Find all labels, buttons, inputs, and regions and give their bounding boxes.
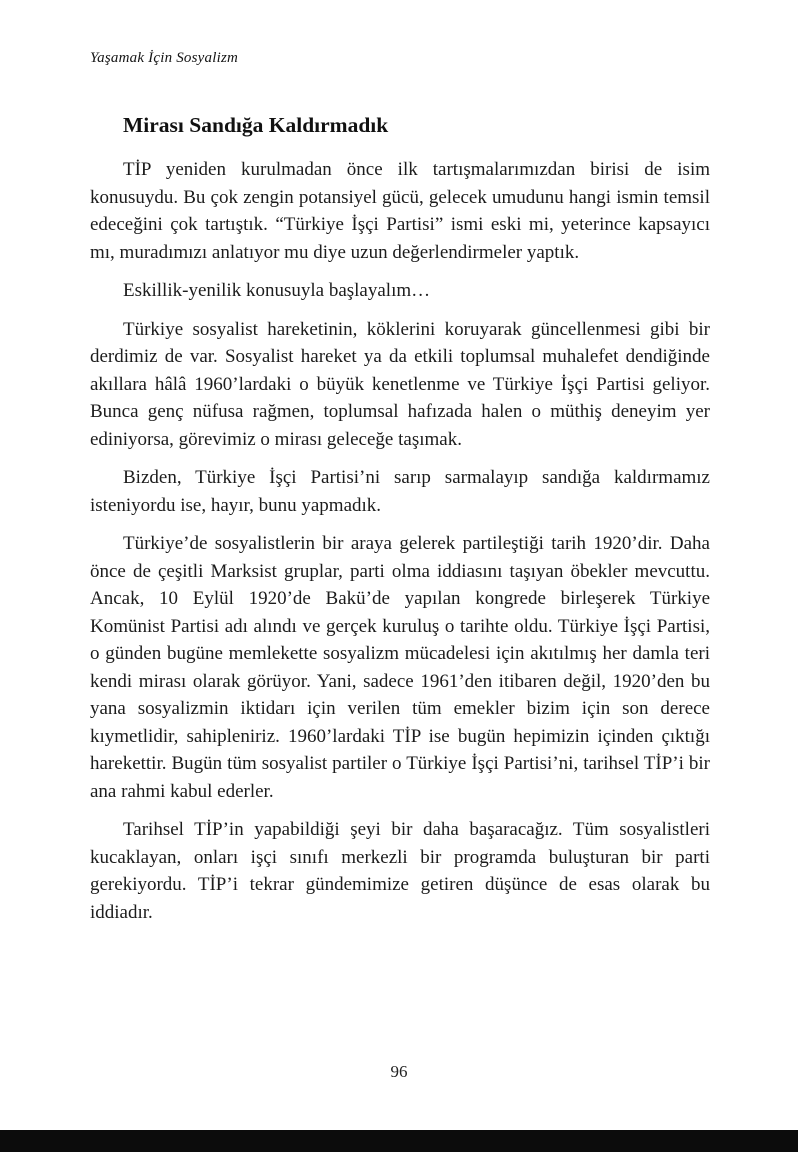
paragraph: Bizden, Türkiye İşçi Partisi’ni sarıp sarmalayıp sandığa kaldırmamız isteniyordu ise, hayır, bunu yapmadık.: [90, 467, 710, 516]
paragraph: Eskillik-yenilik konusuyla başlayalım…: [123, 280, 431, 301]
body-text: [90, 156, 710, 926]
scan-bottom-edge: [0, 1130, 798, 1152]
section-heading: Mirası Sandığa Kaldırmadık: [123, 113, 389, 137]
page-number: 96: [390, 1062, 408, 1081]
paragraph: TİP yeniden kurulmadan önce ilk tartışmalarımızdan birisi de isim konusuydu. Bu çok zengin potansiyel gücü, gelecek umudunu hangi ismin temsil edeceğini çok tartıştık. “Türkiye İşçi Partisi” ismi eski mi, yeterince kapsayıcı mı, muradımızı anlatıyor mu diye uzun değerlendirmeler yaptık.: [90, 159, 710, 263]
paragraph: Türkiye sosyalist hareketinin, köklerini koruyarak güncellenmesi gibi bir derdimiz de var. Sosyalist hareket ya da etkili toplumsal muhalefet dendiğinde akıllara hâlâ 1960’lardaki o büyük kenetlenme ve Türkiye İşçi Partisi geliyor. Bunca genç nüfusa rağmen, toplumsal hafızada halen o müthiş deneyim yer ediniyorsa, görevimiz o mirası geleceğe taşımak.: [90, 318, 710, 450]
paragraph: Tarihsel TİP’in yapabildiği şeyi bir daha başaracağız. Tüm sosyalistleri kucaklayan, onları işçi sınıfı merkezli bir programda buluşturan bir parti gerekiyordu. TİP’i tekrar gündemimize getiren düşünce de esas olarak bu iddiadır.: [90, 819, 710, 923]
running-header: Yaşamak İçin Sosyalizm: [90, 50, 239, 66]
paragraph: Türkiye’de sosyalistlerin bir araya gelerek partileştiği tarih 1920’dir. Daha önce de çeşitli Marksist gruplar, parti olma iddiasını taşıyan öbekler mevcuttu. Ancak, 10 Eylül 1920’de Bakü’de yapılan kongrede birleşerek Türkiye Komünist Partisi adı alındı ve gerçek kuruluş o tarihte oldu. Türkiye İşçi Partisi, o günden bugüne memlekette sosyalizm mücadelesi için akıtılmış her damla teri kendi mirası olarak görüyor. Yani, sadece 1961’den itibaren değil, 1920’den bu yana sosyalizmin iktidarı için verilen tüm emekler bizim için son derece kıymetlidir, sahipleniriz. 1960’lardaki TİP ise bugün hepimizin içinden çıktığı harekettir. Bugün tüm sosyalist partiler o Türkiye İşçi Partisi’ni, tarihsel TİP’i bir ana rahmi kabul ederler.: [90, 533, 710, 802]
text-block: [90, 50, 710, 937]
